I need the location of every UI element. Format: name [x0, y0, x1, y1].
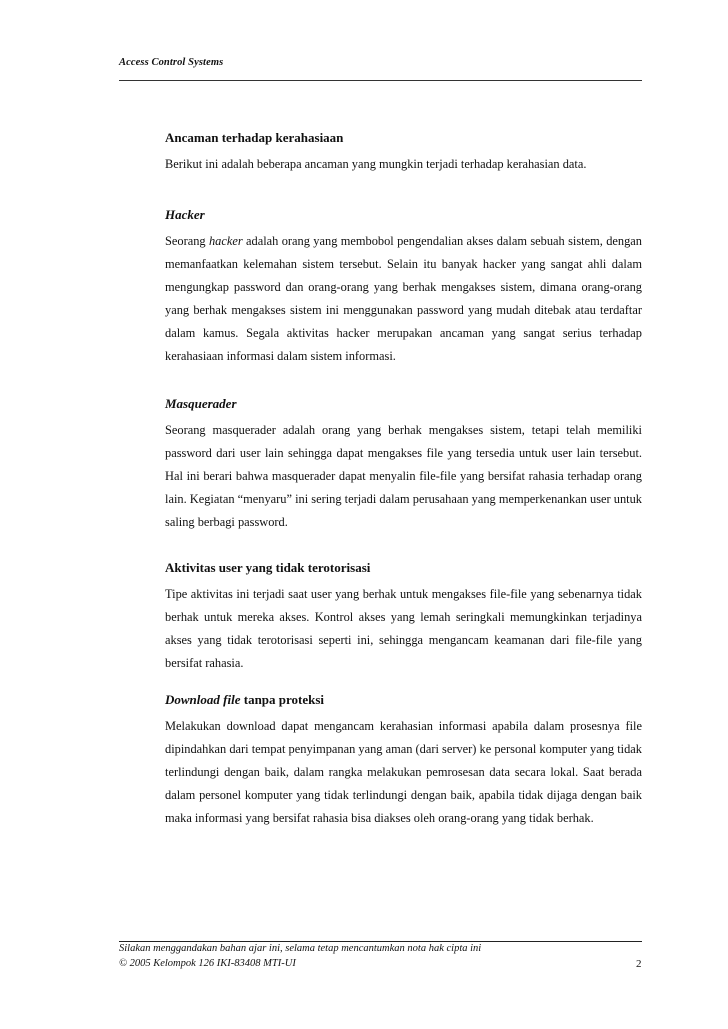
section-paragraph-ancaman: Berikut ini adalah beberapa ancaman yang mungkin terjadi terhadap kerahasian data.	[165, 157, 587, 171]
page-number: 2	[636, 958, 642, 970]
paragraph-text-pre: Seorang	[165, 234, 209, 248]
section-heading-hacker-text: Hacker	[165, 207, 205, 222]
section-paragraph-hacker	[165, 230, 642, 368]
section-heading-hacker	[165, 206, 642, 224]
section-heading-aktivitas: Aktivitas user yang tidak terotorisasi	[165, 560, 371, 575]
section-paragraph-download: Melakukan download dapat mengancam kerahasian informasi apabila dalam prosesnya file dipindahkan dari tempat penyimpanan yang aman (dari server) ke personal komputer yang tidak terlindungi dengan baik, dalam rangka melakukan pemrosesan data secara lokal. Saat berada dalam personel komputer yang tidak terlindungi dengan baik, apabila tidak dijaga dengan baik maka informasi yang bersifat rahasia bisa diakses oleh orang-orang yang tidak berhak.	[165, 719, 642, 825]
section-hacker	[165, 202, 642, 368]
header-divider	[119, 80, 642, 81]
section-heading-download	[165, 691, 642, 709]
section-heading-masquerader	[165, 395, 642, 413]
paragraph-emphasis: hacker	[208, 234, 243, 248]
section-aktivitas	[165, 555, 642, 675]
section-paragraph-aktivitas: Tipe aktivitas ini terjadi saat user yang berhak untuk mengakses file-file yang sebenarnya tidak berhak untuk mereka akses. Kontrol akses yang lemah seringkali memungkinkan terjadinya akses yang tidak terotorisasi seperti ini, sehingga mengancam keamanan dari file-file yang bersifat rahasia.	[165, 587, 642, 670]
footer-copy-notice: Silakan menggandakan bahan ajar ini, selama tetap mencantumkan nota hak cipta ini	[119, 943, 482, 954]
section-heading-masquerader-text: Masquerader	[165, 396, 237, 411]
section-heading-download-em: Download file	[165, 692, 241, 707]
section-heading-ancaman: Ancaman terhadap kerahasiaan	[165, 130, 344, 145]
section-paragraph-masquerader: Seorang masquerader adalah orang yang berhak mengakses sistem, tetapi telah memiliki password dari user lain sehingga dapat mengakses file yang tersedia untuk user lain tersebut. Hal ini berari bahwa masquerader dapat menyalin file-file yang bersifat rahasia terhadap orang lain. Kegiatan “menyaru” ini sering terjadi dalam perusahaan yang memperkenankan user untuk saling berbagi password.	[165, 423, 642, 529]
section-masquerader	[165, 391, 642, 534]
section-download	[165, 687, 642, 830]
footer-divider	[119, 941, 642, 942]
section-ancaman	[165, 125, 642, 176]
paragraph-text-post: adalah orang yang membobol pengendalian akses dalam sebuah sistem, dengan memanfaatkan kelemahan sistem tersebut. Selain itu banyak hacker yang sangat ahli dalam mengungkap password dan orang-orang yang berhak mengakses sistem, dimana orang-orang yang berhak mengakses sistem ini menggunakan password yang mudah ditebak atau terdaftar dalam kamus. Segala aktivitas hacker merupakan ancaman yang sangat serius terhadap kerahasiaan informasi dalam sistem informasi.	[165, 234, 642, 363]
section-heading-download-rest: tanpa proteksi	[240, 692, 325, 707]
footer-copyright: © 2005 Kelompok 126 IKI-83408 MTI-UI	[119, 958, 296, 969]
running-header-title: Access Control Systems	[119, 57, 224, 68]
